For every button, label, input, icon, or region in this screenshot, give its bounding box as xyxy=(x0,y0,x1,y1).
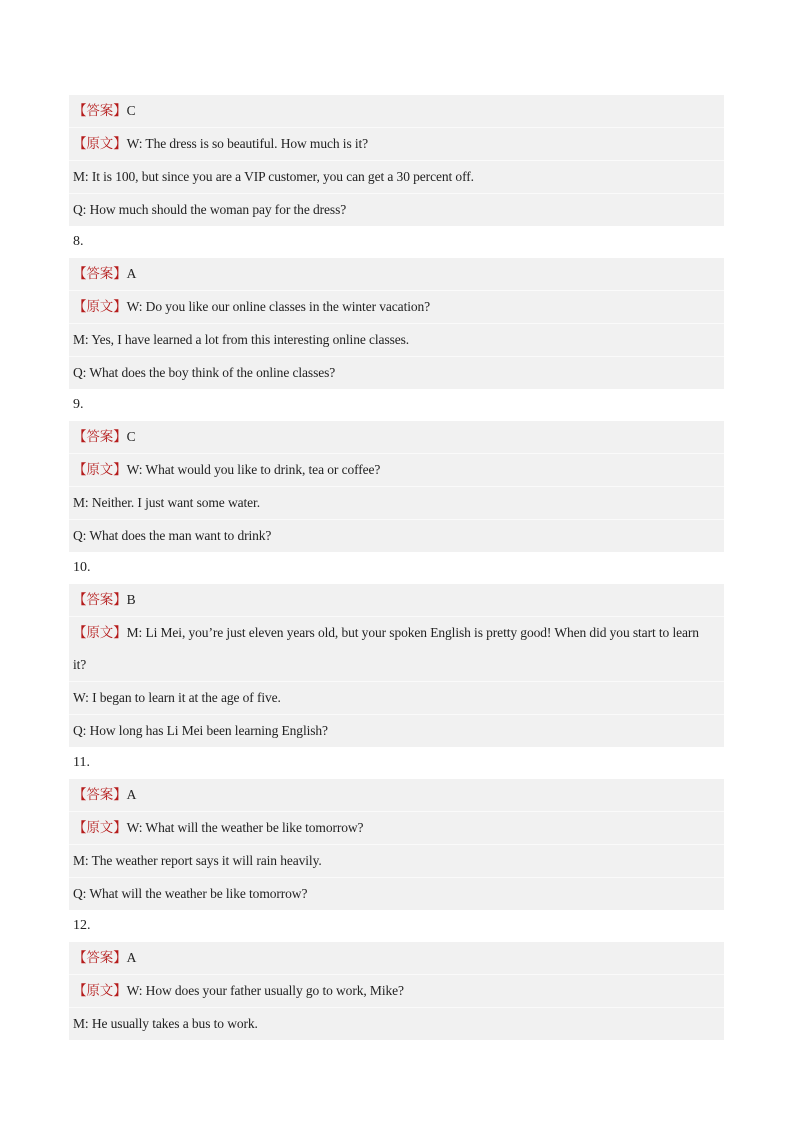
answer-letter: A xyxy=(126,950,137,965)
answer-block xyxy=(69,421,724,552)
transcript-tag: 【原文】 xyxy=(73,820,127,835)
answer-block xyxy=(69,584,724,747)
question-line: Q: How much should the woman pay for the dress? xyxy=(69,193,724,226)
question-line: Q: What does the boy think of the online classes? xyxy=(69,356,724,389)
answer-tag: 【答案】 xyxy=(73,266,127,281)
transcript-text: W: How does your father usually go to work, Mike? xyxy=(126,983,404,998)
transcript-tag: 【原文】 xyxy=(73,299,127,314)
transcript-first-line xyxy=(69,974,724,1007)
transcript-line: M: He usually takes a bus to work. xyxy=(69,1007,724,1040)
answer-letter: C xyxy=(126,103,136,118)
document-page xyxy=(69,95,724,1040)
answer-block xyxy=(69,779,724,910)
transcript-tag: 【原文】 xyxy=(73,136,127,151)
question-number: 12. xyxy=(69,910,724,942)
answer-letter: A xyxy=(126,787,137,802)
transcript-line: W: I began to learn it at the age of five. xyxy=(69,681,724,714)
answer-tag: 【答案】 xyxy=(73,592,127,607)
transcript-tag: 【原文】 xyxy=(73,625,127,640)
question-line: Q: How long has Li Mei been learning English? xyxy=(69,714,724,747)
transcript-text: W: The dress is so beautiful. How much is it? xyxy=(126,136,369,151)
answer-line xyxy=(69,258,724,290)
answer-tag: 【答案】 xyxy=(73,429,127,444)
answer-tag: 【答案】 xyxy=(73,950,127,965)
transcript-line: M: It is 100, but since you are a VIP customer, you can get a 30 percent off. xyxy=(69,160,724,193)
question-number: 8. xyxy=(69,226,724,258)
answer-line xyxy=(69,95,724,127)
transcript-text: W: Do you like our online classes in the winter vacation? xyxy=(126,299,431,314)
answer-block xyxy=(69,258,724,389)
transcript-text: W: What will the weather be like tomorrow? xyxy=(126,820,364,835)
question-number: 9. xyxy=(69,389,724,421)
question-line: Q: What will the weather be like tomorrow? xyxy=(69,877,724,910)
transcript-first-line xyxy=(69,453,724,486)
answer-line xyxy=(69,779,724,811)
transcript-first-line xyxy=(69,290,724,323)
question-number: 10. xyxy=(69,552,724,584)
answer-letter: C xyxy=(126,429,136,444)
question-line: Q: What does the man want to drink? xyxy=(69,519,724,552)
transcript-tag: 【原文】 xyxy=(73,462,127,477)
transcript-text: W: What would you like to drink, tea or coffee? xyxy=(126,462,381,477)
transcript-first-line xyxy=(69,811,724,844)
transcript-first-line xyxy=(69,127,724,160)
transcript-line: M: Neither. I just want some water. xyxy=(69,486,724,519)
answer-tag: 【答案】 xyxy=(73,103,127,118)
transcript-text: M: Li Mei, you’re just eleven years old, but your spoken English is pretty good! When did you start to learn it? xyxy=(73,625,699,672)
transcript-line: M: The weather report says it will rain heavily. xyxy=(69,844,724,877)
answer-tag: 【答案】 xyxy=(73,787,127,802)
answer-block xyxy=(69,942,724,1040)
transcript-tag: 【原文】 xyxy=(73,983,127,998)
answer-letter: A xyxy=(126,266,137,281)
answer-line xyxy=(69,584,724,616)
answer-letter: B xyxy=(126,592,136,607)
answer-block xyxy=(69,95,724,226)
answer-line xyxy=(69,942,724,974)
transcript-first-line xyxy=(69,616,724,681)
transcript-line: M: Yes, I have learned a lot from this interesting online classes. xyxy=(69,323,724,356)
answer-line xyxy=(69,421,724,453)
question-number: 11. xyxy=(69,747,724,779)
